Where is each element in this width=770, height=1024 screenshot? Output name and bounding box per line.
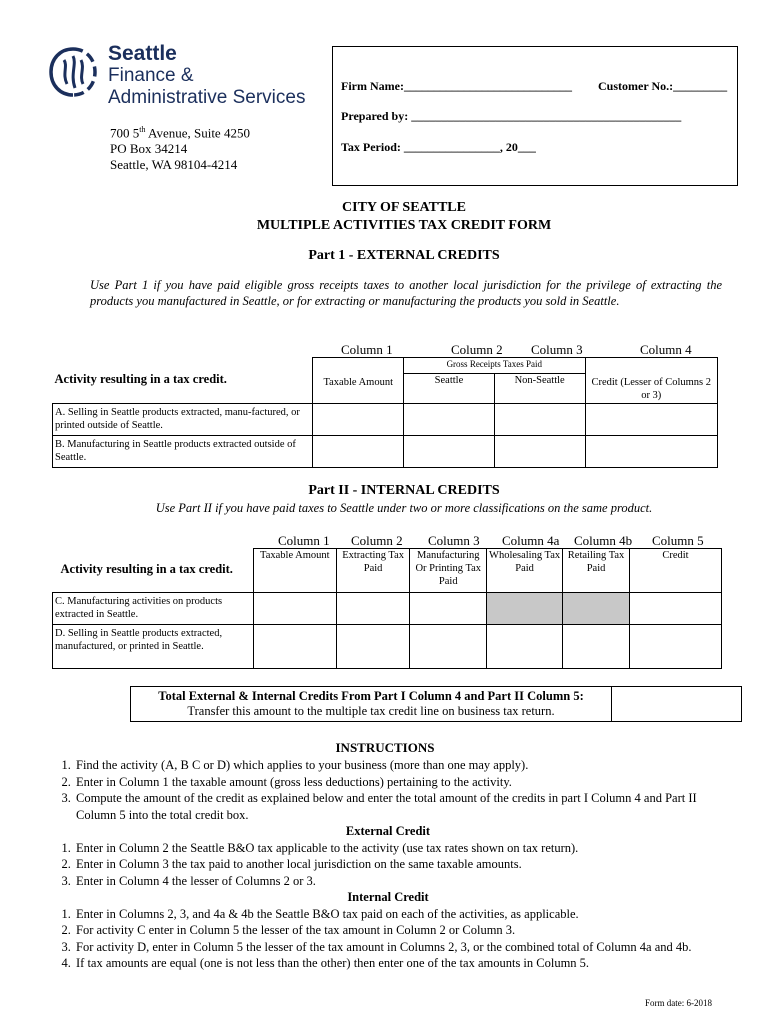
part2-col1-sub: Taxable Amount — [253, 549, 336, 593]
part2-col4b-sub: Retailing Tax Paid — [563, 549, 630, 593]
part1-heading: Part 1 - EXTERNAL CREDITS — [308, 248, 500, 263]
part2-col4b-label: Column 4b — [574, 533, 633, 548]
internal-instruction-item: 2. For activity C enter in Column 5 the lesser of the tax amount in Column 2 or Column 3. — [74, 922, 724, 939]
external-instructions-list — [52, 840, 724, 890]
form-date: Form date: 6-2018 — [645, 998, 712, 1008]
seattle-logo-icon — [48, 46, 98, 98]
row-b-col3-input[interactable] — [494, 436, 585, 468]
form-title — [0, 199, 770, 235]
part2-activity-header: Activity resulting in a tax credit. — [53, 549, 254, 593]
gross-receipts-header: Gross Receipts Taxes Paid — [404, 358, 585, 374]
part2-table — [52, 548, 722, 669]
org-name-line2: Finance & — [108, 65, 194, 86]
address-line1: 700 5th Avenue, Suite 4250 — [110, 125, 250, 141]
row-d-col4a-input[interactable] — [487, 625, 563, 669]
tax-period-field[interactable]: Tax Period: ________________, 20___ — [341, 140, 536, 154]
part1-intro: Use Part 1 if you have paid eligible gross receipts taxes to another local jurisdiction for the privilege of extracting the products you manufactured in Seattle, or for extracting or manufacturing the products you sold in Seattle. — [90, 278, 722, 308]
part2-col4a-label: Column 4a — [502, 533, 560, 548]
org-name-line3: Administrative Services — [108, 87, 306, 108]
activity-row-a: A. Selling in Seattle products extracted, manu-factured, or printed outside of Seattle. — [53, 404, 313, 436]
internal-credit-heading: Internal Credit — [347, 890, 429, 904]
activity-row-d: D. Selling in Seattle products extracted, manufactured, or printed in Seattle. — [53, 625, 254, 669]
external-instruction-item: 2. Enter in Column 3 the tax paid to another local jurisdiction on the same taxable amounts. — [74, 856, 724, 873]
row-a-col2-input[interactable] — [404, 404, 495, 436]
general-instruction-item: 2. Enter in Column 1 the taxable amount (gross less deductions) pertaining to the activity. — [74, 774, 724, 791]
row-d-col2-input[interactable] — [336, 625, 410, 669]
row-c-col1-input[interactable] — [253, 593, 336, 625]
row-d-col4b-input[interactable] — [563, 625, 630, 669]
part1-col4-sub: Credit (Lesser of Columns 2 or 3) — [585, 358, 718, 404]
part2-col5-sub: Credit — [629, 549, 721, 593]
external-credit-heading: External Credit — [345, 824, 431, 838]
total-credit-input[interactable] — [612, 687, 741, 721]
instructions-body — [52, 757, 724, 972]
part2-col1-label: Column 1 — [278, 533, 330, 548]
row-c-col4b-shaded — [563, 593, 630, 625]
part2-col5-label: Column 5 — [652, 533, 704, 548]
part1-activity-header: Activity resulting in a tax credit. — [53, 358, 313, 404]
total-box — [130, 686, 742, 722]
total-label: Total External & Internal Credits From Part I Column 4 and Part II Column 5: Transfer this amount to the multiple tax credit line on business tax return. — [158, 689, 584, 718]
internal-instructions-list — [52, 906, 724, 972]
prepared-by-field[interactable]: Prepared by: _____________________________________________ — [341, 109, 682, 123]
address — [110, 122, 250, 173]
part2-col2-sub: Extracting Tax Paid — [336, 549, 410, 593]
row-b-col4-input[interactable] — [585, 436, 718, 468]
internal-instruction-item: 3. For activity D, enter in Column 5 the lesser of the tax amount in Columns 2, 3, or the combined total of Column 4a and 4b. — [74, 939, 724, 956]
row-a-col4-input[interactable] — [585, 404, 718, 436]
row-c-col3-input[interactable] — [410, 593, 487, 625]
part1-col2-label: Column 2 — [451, 342, 503, 357]
part2-col2-label: Column 2 — [351, 533, 403, 548]
part1-col1-label: Column 1 — [341, 342, 393, 357]
instructions-heading: INSTRUCTIONS — [335, 740, 435, 755]
title-line1: CITY OF SEATTLE — [342, 200, 466, 215]
internal-instruction-item: 4. If tax amounts are equal (one is not less than the other) then enter one of the tax amounts in Column 5. — [74, 955, 724, 972]
part1-col3-sub: Non-Seattle — [494, 374, 585, 404]
row-d-col3-input[interactable] — [410, 625, 487, 669]
row-a-col1-input[interactable] — [313, 404, 404, 436]
part1-col2-sub: Seattle — [404, 374, 495, 404]
part1-table — [52, 357, 718, 468]
title-line2: MULTIPLE ACTIVITIES TAX CREDIT FORM — [256, 218, 552, 233]
row-b-col2-input[interactable] — [404, 436, 495, 468]
part2-col3-sub: Manufacturing Or Printing Tax Paid — [410, 549, 487, 593]
activity-row-b: B. Manufacturing in Seattle products extracted outside of Seattle. — [53, 436, 313, 468]
part1-col4-label: Column 4 — [640, 342, 692, 357]
general-instruction-item: 1. Find the activity (A, B C or D) which applies to your business (more than one may apply). — [74, 757, 724, 774]
org-name-line1: Seattle — [108, 42, 177, 65]
part2-col3-label: Column 3 — [428, 533, 480, 548]
part2-heading: Part II - INTERNAL CREDITS — [308, 483, 500, 498]
row-c-col2-input[interactable] — [336, 593, 410, 625]
row-c-col5-input[interactable] — [629, 593, 721, 625]
part2-col4a-sub: Wholesaling Tax Paid — [487, 549, 563, 593]
address-line3: Seattle, WA 98104-4214 — [110, 157, 238, 173]
general-instruction-item: 3. Compute the amount of the credit as explained below and enter the total amount of the credits in part I Column 4 and Part II Column 5 into the total credit box. — [74, 790, 724, 823]
row-b-col1-input[interactable] — [313, 436, 404, 468]
address-line2: PO Box 34214 — [110, 141, 188, 157]
row-d-col5-input[interactable] — [629, 625, 721, 669]
part1-col1-sub: Taxable Amount — [313, 358, 404, 404]
firm-name-field[interactable]: Firm Name:____________________________ — [341, 79, 572, 93]
external-instruction-item: 1. Enter in Column 2 the Seattle B&O tax applicable to the activity (use tax rates shown on tax return). — [74, 840, 724, 857]
row-c-col4a-shaded — [487, 593, 563, 625]
part2-intro: Use Part II if you have paid taxes to Seattle under two or more classifications on the same product. — [155, 501, 653, 515]
row-d-col1-input[interactable] — [253, 625, 336, 669]
row-a-col3-input[interactable] — [494, 404, 585, 436]
part1-col3-label: Column 3 — [531, 342, 583, 357]
customer-no-field[interactable]: Customer No.:_________ — [598, 79, 728, 93]
general-instructions-list — [52, 757, 724, 823]
internal-instruction-item: 1. Enter in Columns 2, 3, and 4a & 4b the Seattle B&O tax paid on each of the activities, as applicable. — [74, 906, 724, 923]
activity-row-c: C. Manufacturing activities on products extracted in Seattle. — [53, 593, 254, 625]
external-instruction-item: 3. Enter in Column 4 the lesser of Columns 2 or 3. — [74, 873, 724, 890]
